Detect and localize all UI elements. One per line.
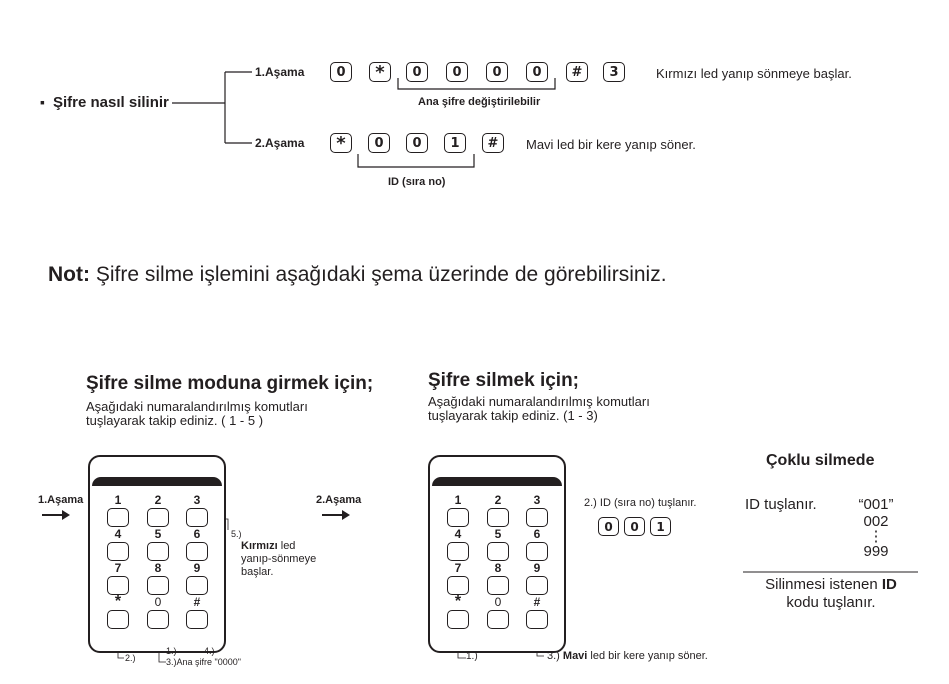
title-bullet: ▪ <box>40 94 45 110</box>
right-step2-text: 2.) ID (sıra no) tuşlanır. <box>584 497 697 509</box>
keypad-number: 2 <box>154 493 162 507</box>
left-panel-subtitle <box>86 400 308 428</box>
key-0: 0 <box>624 517 645 536</box>
key-0: 0 <box>446 62 468 82</box>
step2-label: 2.Aşama <box>255 136 305 150</box>
callout-2: 2.) <box>125 653 136 663</box>
key-3: 3 <box>603 62 625 82</box>
step2-description: Mavi led bir kere yanıp söner. <box>526 137 696 152</box>
keypad-key <box>487 542 509 561</box>
step1-description: Kırmızı led yanıp sönmeye başlar. <box>656 66 852 81</box>
right-subtitle-line1: Aşağıdaki numaralandırılmış komutları <box>428 394 650 409</box>
key-0: 0 <box>406 62 428 82</box>
left-stage2-label: 2.Aşama <box>316 494 362 506</box>
left-panel-title: Şifre silme moduna girmek için; <box>86 373 374 394</box>
multi-bottom2: kodu tuşlanır. <box>786 594 876 611</box>
step1-bracket-label: Ana şifre değiştirilebilir <box>418 96 541 108</box>
key-1: 1 <box>444 133 466 153</box>
keypad-number: 3 <box>533 493 541 507</box>
keypad-number: 6 <box>193 527 201 541</box>
keypad-number: 4 <box>454 527 462 541</box>
key-star: * <box>369 62 391 82</box>
left-stage1-label: 1.Aşama <box>38 494 84 506</box>
callout-5-rest2: yanıp-sönmeye <box>241 553 317 565</box>
right-panel-title: Şifre silmek için; <box>428 370 580 391</box>
step2-bracket-label: ID (sıra no) <box>388 176 446 188</box>
callout-4: 4.) <box>204 646 215 656</box>
multi-bottom1-b: ID <box>881 576 897 593</box>
keypad-key <box>147 508 169 527</box>
note-text: Şifre silme işlemini aşağıdaki şema üzerinde de görebilirsiniz. <box>89 263 667 286</box>
key-hash: # <box>566 62 588 82</box>
callout-5-rest1: led <box>277 540 296 552</box>
multi-bottom1-a: Silinmesi istenen <box>765 576 882 593</box>
multi-title: Çoklu silmede <box>766 452 875 469</box>
keypad-number: # <box>193 595 201 609</box>
multi-id-values <box>846 496 906 560</box>
key-star: * <box>330 133 352 153</box>
key-hash: # <box>482 133 504 153</box>
keypad-key <box>487 576 509 595</box>
keypad-number: 5 <box>494 527 502 541</box>
keypad-key <box>526 542 548 561</box>
multi-id-label: ID tuşlanır. <box>745 496 817 513</box>
keypad-key <box>447 508 469 527</box>
key-0: 0 <box>486 62 508 82</box>
keypad-key <box>526 508 548 527</box>
keypad-key <box>526 576 548 595</box>
multi-bottom-text <box>745 576 917 612</box>
keypad-number: 3 <box>193 493 201 507</box>
multi-value-2: 002 <box>863 513 889 530</box>
right-callout-3-bold: Mavi <box>562 650 588 662</box>
keypad-key <box>107 542 129 561</box>
keypad-number: 2 <box>494 493 502 507</box>
keypad-key <box>487 610 509 629</box>
keypad-key <box>526 610 548 629</box>
keypad-number: 8 <box>494 561 502 575</box>
keypad-number: 4 <box>114 527 122 541</box>
multi-dots: ⋮ <box>868 528 884 545</box>
right-subtitle-line2: tuşlayarak takip ediniz. (1 - 3) <box>428 408 598 423</box>
keypad-number: 8 <box>154 561 162 575</box>
keypad-number: 0 <box>154 595 162 609</box>
right-panel-subtitle <box>428 395 650 423</box>
keypad-left <box>88 455 226 653</box>
note <box>48 263 667 287</box>
key-0: 0 <box>368 133 390 153</box>
keypad-number: 1 <box>454 493 462 507</box>
right-callout-3-rest: led bir kere yanıp söner. <box>587 650 708 662</box>
multi-value-3: 999 <box>863 543 889 560</box>
right-callout-1: 1.) <box>466 651 478 662</box>
keypad-number: 0 <box>494 595 502 609</box>
keypad-number: 5 <box>154 527 162 541</box>
keypad-number: 9 <box>533 561 541 575</box>
keypad-number: 9 <box>193 561 201 575</box>
callout-5 <box>241 540 316 579</box>
key-0: 0 <box>406 133 428 153</box>
callout-5-bold: Kırmızı <box>241 540 278 552</box>
keypad-key <box>186 542 208 561</box>
keypad-number: 7 <box>454 561 462 575</box>
keypad-number: 6 <box>533 527 541 541</box>
keypad-key <box>186 610 208 629</box>
callout-5-rest3: başlar. <box>241 566 274 578</box>
keypad-key <box>107 508 129 527</box>
key-0: 0 <box>526 62 548 82</box>
callout-1: 1.) <box>166 646 177 656</box>
keypad-key <box>487 508 509 527</box>
multi-value-1: “001” <box>858 496 894 513</box>
right-callout-3-num: 3.) <box>547 650 560 662</box>
key-0: 0 <box>330 62 352 82</box>
key-0: 0 <box>598 517 619 536</box>
right-callout-3 <box>547 650 708 662</box>
keypad-key <box>147 542 169 561</box>
keypad-band <box>432 477 562 486</box>
keypad-key <box>107 610 129 629</box>
keypad-number: 1 <box>114 493 122 507</box>
keypad-key <box>147 610 169 629</box>
keypad-number: * <box>454 593 462 610</box>
step1-label: 1.Aşama <box>255 65 305 79</box>
section-title: Şifre nasıl silinir <box>53 94 169 111</box>
key-1: 1 <box>650 517 671 536</box>
keypad-number: 7 <box>114 561 122 575</box>
keypad-key <box>186 508 208 527</box>
keypad-key <box>147 576 169 595</box>
keypad-key <box>186 576 208 595</box>
callout-3: 3.)Ana şifre "0000" <box>166 657 241 667</box>
left-subtitle-line2: tuşlayarak takip ediniz. ( 1 - 5 ) <box>86 413 264 428</box>
keypad-key <box>447 610 469 629</box>
keypad-band <box>92 477 222 486</box>
keypad-key <box>447 542 469 561</box>
keypad-right <box>428 455 566 653</box>
keypad-number: # <box>533 595 541 609</box>
left-subtitle-line1: Aşağıdaki numaralandırılmış komutları <box>86 399 308 414</box>
keypad-number: * <box>114 593 122 610</box>
callout-5-number: 5.) <box>231 529 242 539</box>
note-prefix: Not: <box>48 263 90 286</box>
